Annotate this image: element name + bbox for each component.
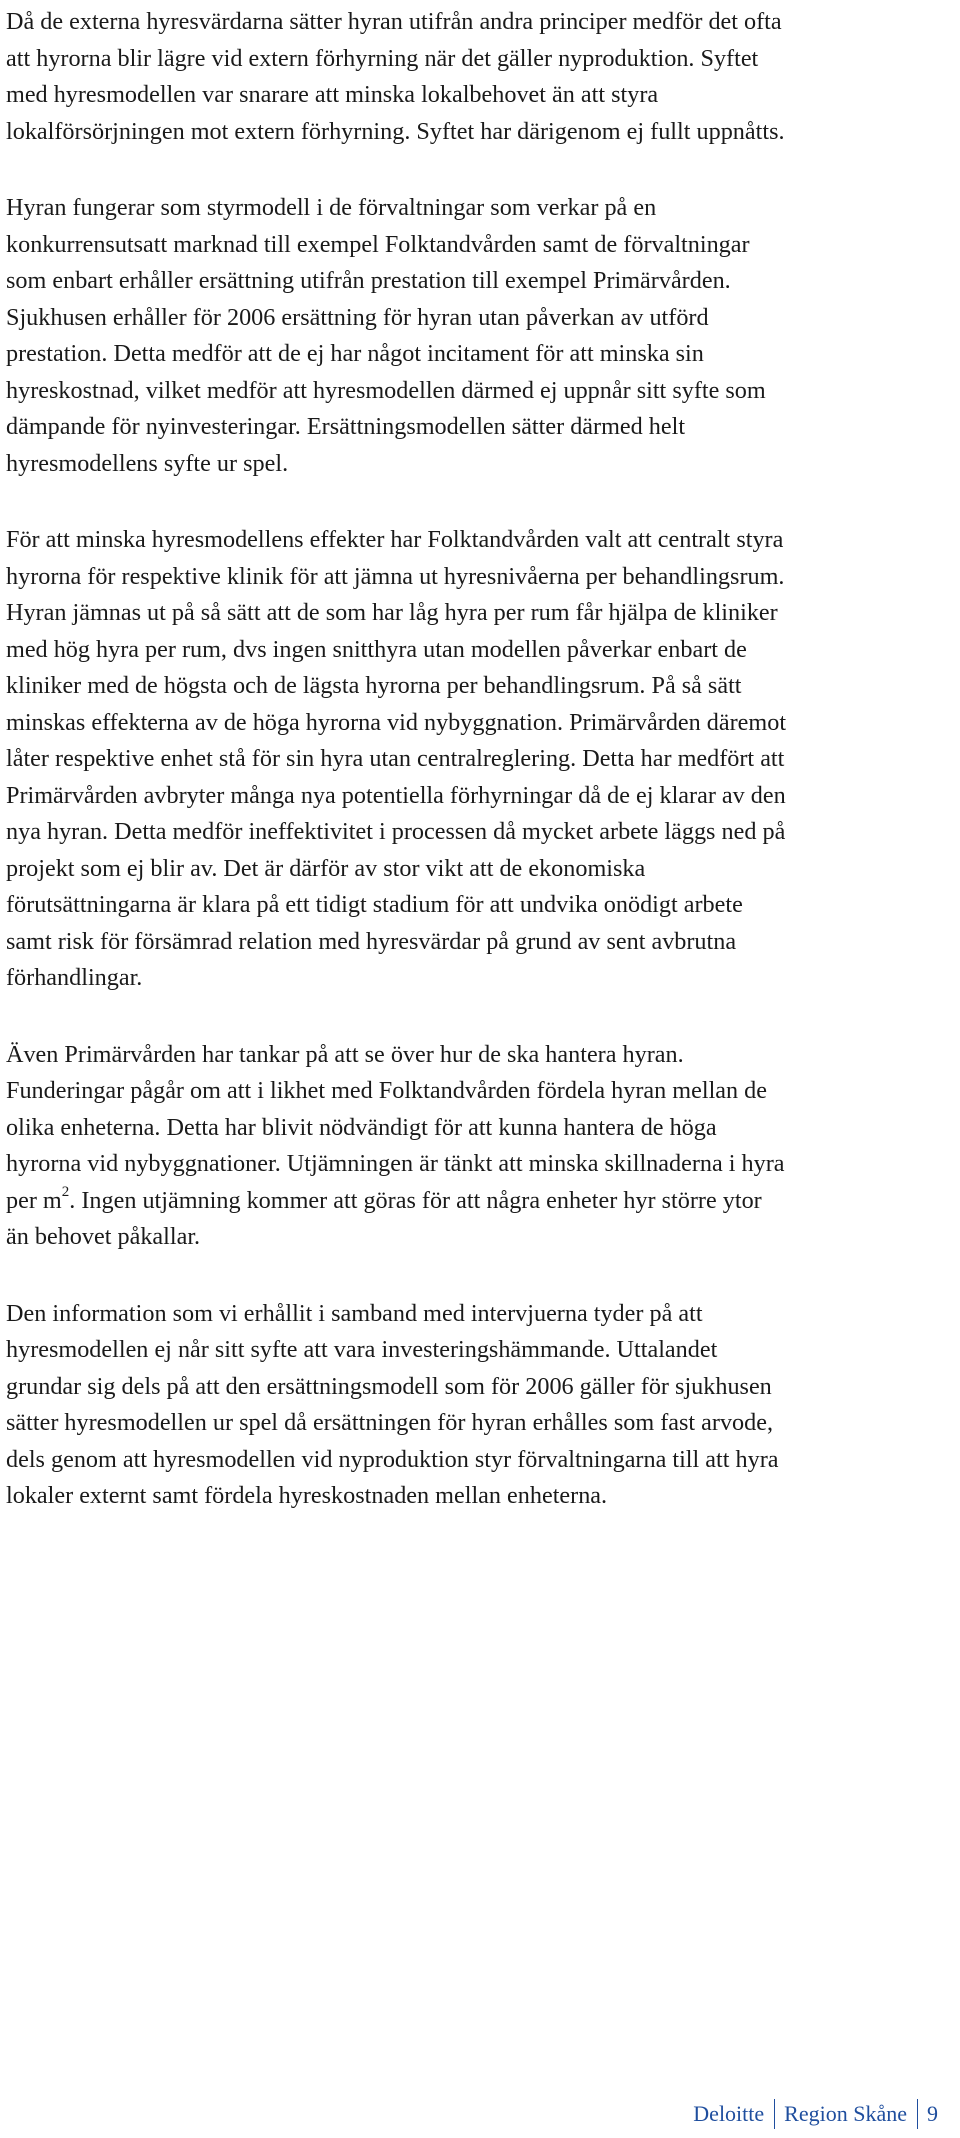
page-footer xyxy=(693,2096,938,2132)
paragraph-primarvarden-text: Även Primärvården har tankar på att se över hur de ska hantera hyran. Funderingar pågår om att i likhet med Folktandvården fördela hyran mellan de olika enheterna. Detta har blivit nödvändigt för att kunna hantera de höga hyrorna vid nybyggnationer. Utjämningen är tänkt att minska skillnaderna i hyra per m xyxy=(6,1040,785,1214)
footer-divider-2 xyxy=(917,2099,918,2129)
paragraph-interview-conclusion: Den information som vi erhållit i samband med intervjuerna tyder på att hyresmodellen ej når sitt syfte att vara investeringshämmande. Uttalandet grundar sig dels på att den ersättningsmodell som för 2006 gäller för sjukhusen sätter hyresmodellen ur spel då ersättningen för hyran erhålles som fast arvode, dels genom att hyresmodellen vid nyproduktion styr förvaltningarna till att hyra lokaler externt samt fördela hyreskostnaden mellan enheterna. xyxy=(6,1299,779,1509)
paragraph-primarvarden-plans xyxy=(6,1037,946,1256)
footer-page-number: 9 xyxy=(927,2101,938,2126)
paragraph-primarvarden-tail: . Ingen utjämning kommer att göras för att några enheter hyr större ytor än behovet påkallar. xyxy=(6,1186,762,1250)
footer-client: Region Skåne xyxy=(784,2101,907,2126)
superscript-squared: 2 xyxy=(61,1184,70,1201)
document-body xyxy=(6,4,946,1555)
footer-company: Deloitte xyxy=(693,2101,765,2126)
footer-divider xyxy=(774,2099,775,2129)
paragraph-external-landlords: Då de externa hyresvärdarna sätter hyran utifrån andra principer medför det ofta att hyrorna blir lägre vid extern förhyrning när det gäller nyproduktion. Syftet med hyresmodellen var snarare att minska lokalbehovet än att styra lokalförsörjningen mot extern förhyrning. Syftet har därigenom ej fullt uppnåtts. xyxy=(6,8,785,145)
paragraph-folktandvarden-leveling: För att minska hyresmodellens effekter har Folktandvården valt att centralt styra hyrorna för respektive klinik för att jämna ut hyresnivåerna per behandlingsrum. Hyran jämnas ut på så sätt att de som har låg hyra per rum får hjälpa de kliniker med hög hyra per rum, dvs ingen snitthyra utan modellen påverkar enbart de kliniker med de högsta och de lägsta hyrorna per behandlingsrum. På så sätt minskas effekterna av de höga hyrorna vid nybyggnation. Primärvården däremot låter respektive enhet stå för sin hyra utan centralreglering. Detta har medfört att Primärvården avbryter många nya potentiella förhyrningar då de ej klarar av den nya hyran. Detta medför ineffektivitet i processen då mycket arbete läggs ned på projekt som ej blir av. Det är därför av stor vikt att de ekonomiska förutsättningarna är klara på ett tidigt stadium för att undvika onödigt arbete samt risk för försämrad relation med hyresvärdar på grund av sent avbrutna förhandlingar. xyxy=(6,526,787,991)
paragraph-rent-steering-model: Hyran fungerar som styrmodell i de förvaltningar som verkar på en konkurrensutsatt marknad till exempel Folktandvården samt de förvaltningar som enbart erhåller ersättning utifrån prestation till exempel Primärvården. Sjukhusen erhåller för 2006 ersättning för hyran utan påverkan av utförd prestation. Detta medför att de ej har något incitament för att minska sin hyreskostnad, vilket medför att hyresmodellen därmed ej uppnår sitt syfte som dämpande för nyinvesteringar. Ersättningsmodellen sätter därmed helt hyresmodellens syfte ur spel. xyxy=(6,194,766,477)
